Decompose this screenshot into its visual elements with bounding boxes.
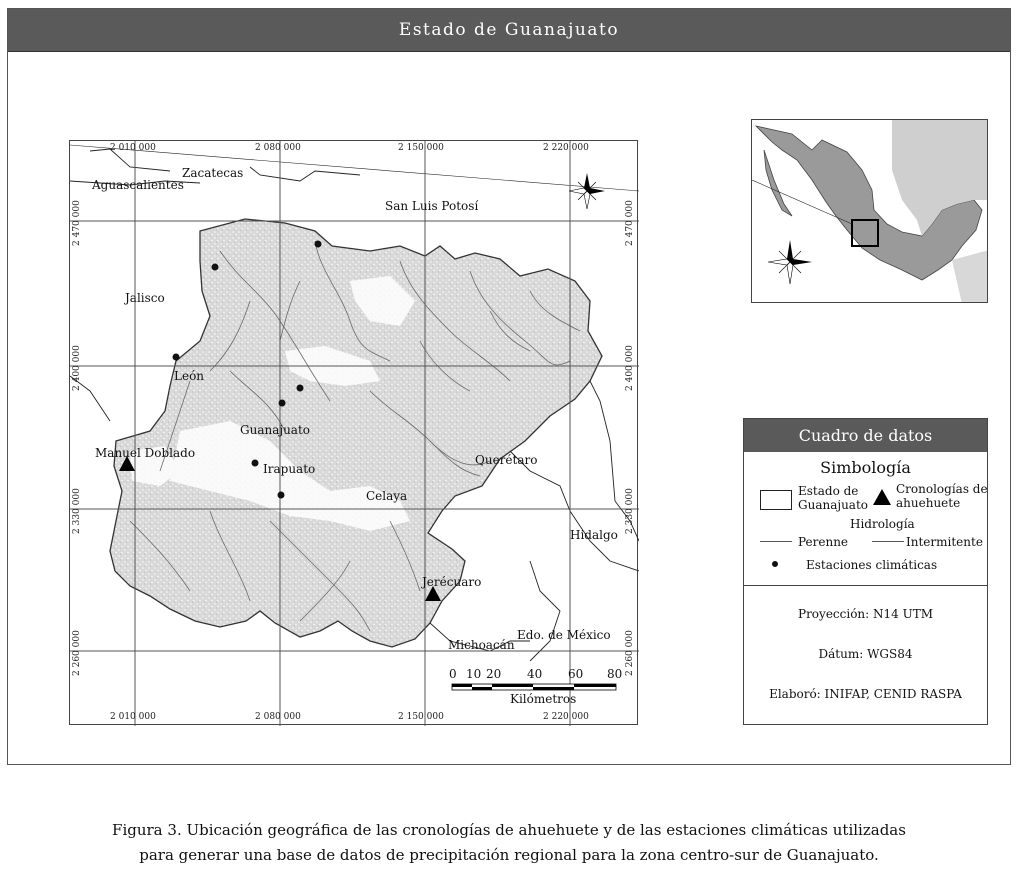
left-coord-2: 2 400 000 bbox=[72, 345, 82, 391]
right-coord-3: 2 330 000 bbox=[625, 488, 635, 534]
legend-title: Simbología bbox=[820, 458, 911, 477]
top-coord-2: 2 080 000 bbox=[255, 143, 301, 153]
baja-california-shape bbox=[764, 150, 792, 216]
bottom-coord-3: 2 150 000 bbox=[398, 712, 444, 722]
station-3 bbox=[173, 354, 180, 361]
bottom-coord-4: 2 220 000 bbox=[543, 712, 589, 722]
label-leon: León bbox=[174, 369, 205, 383]
right-coord-4: 2 260 000 bbox=[625, 630, 635, 676]
legend-state-label: Estado de Guanajuato bbox=[798, 484, 869, 513]
top-coord-3: 2 150 000 bbox=[398, 143, 444, 153]
scale-tick-10: 10 bbox=[466, 667, 482, 681]
scale-tick-60: 60 bbox=[568, 667, 584, 681]
legend-intermitente-label: Intermitente bbox=[906, 535, 983, 549]
data-box bbox=[743, 418, 988, 725]
caption-line-1: Figura 3. Ubicación geográfica de las cronologías de ahuehuete y de las estaciones climáticas utilizadas bbox=[112, 821, 906, 839]
inset-map-graphic bbox=[752, 120, 988, 303]
data-box-title: Cuadro de datos bbox=[798, 426, 933, 445]
label-celaya: Celaya bbox=[366, 489, 408, 503]
main-map bbox=[69, 140, 638, 725]
figure-caption bbox=[0, 818, 1018, 868]
label-hidalgo: Hidalgo bbox=[570, 528, 618, 542]
station-2 bbox=[212, 264, 219, 271]
scale-tick-0: 0 bbox=[449, 667, 457, 681]
station-5 bbox=[279, 400, 286, 407]
scale-tick-20: 20 bbox=[486, 667, 502, 681]
legend-station-label: Estaciones climáticas bbox=[806, 558, 938, 572]
scale-tick-40: 40 bbox=[527, 667, 543, 681]
data-box-header bbox=[744, 419, 987, 452]
label-san-luis-potosi: San Luis Potosí bbox=[385, 199, 479, 213]
legend-chronology-icon bbox=[872, 488, 892, 506]
station-1 bbox=[315, 241, 322, 248]
author-text: Elaboró: INIFAP, CENID RASPA bbox=[769, 687, 962, 701]
legend-chronology-label: Cronologías de ahuehuete bbox=[896, 482, 988, 511]
inset-map-mexico bbox=[751, 119, 988, 303]
top-coord-4: 2 220 000 bbox=[543, 143, 589, 153]
left-coord-4: 2 260 000 bbox=[72, 630, 82, 676]
label-jalisco: Jalisco bbox=[125, 291, 165, 305]
label-queretaro: Querétaro bbox=[475, 453, 538, 467]
scale-tick-80: 80 bbox=[607, 667, 623, 681]
legend-perenne-line bbox=[760, 541, 792, 542]
compass-rose-inset bbox=[768, 240, 812, 284]
right-coord-2: 2 400 000 bbox=[625, 345, 635, 391]
central-america-area bbox=[952, 250, 988, 303]
caption-line-2: para generar una base de datos de precipitación regional para la zona centro-sur de Guanajuato. bbox=[139, 846, 879, 864]
legend-intermitente-line bbox=[872, 541, 904, 542]
label-michoacan: Michoacán bbox=[448, 638, 515, 652]
map-title-bar bbox=[8, 9, 1010, 52]
scale-unit: Kilómetros bbox=[510, 692, 577, 706]
bottom-coord-2: 2 080 000 bbox=[255, 712, 301, 722]
legend bbox=[744, 452, 987, 586]
projection-text: Proyección: N14 UTM bbox=[798, 607, 933, 621]
left-coord-1: 2 470 000 bbox=[72, 200, 82, 246]
legend-state-swatch bbox=[760, 490, 792, 510]
right-coord-1: 2 470 000 bbox=[625, 200, 635, 246]
top-coord-1: 2 010 000 bbox=[110, 143, 156, 153]
label-aguascalientes: Aguascalientes bbox=[92, 178, 184, 192]
label-guanajuato: Guanajuato bbox=[240, 423, 311, 437]
bottom-coord-1: 2 010 000 bbox=[110, 712, 156, 722]
compass-rose-main bbox=[569, 173, 605, 209]
map-title: Estado de Guanajuato bbox=[398, 20, 620, 40]
legend-perenne-label: Perenne bbox=[798, 535, 849, 549]
station-4 bbox=[297, 385, 304, 392]
station-6 bbox=[252, 460, 259, 467]
datum-text: Dátum: WGS84 bbox=[818, 647, 913, 661]
legend-station-icon bbox=[772, 561, 778, 567]
scale-bar bbox=[452, 684, 616, 690]
left-coord-3: 2 330 000 bbox=[72, 488, 82, 534]
label-manuel-doblado: Manuel Doblado bbox=[95, 446, 196, 460]
label-irapuato: Irapuato bbox=[263, 462, 316, 476]
label-jerecuaro: Jerécuaro bbox=[422, 575, 482, 589]
station-7 bbox=[278, 492, 285, 499]
label-edo-mexico: Edo. de México bbox=[517, 628, 611, 642]
legend-hydrology-label: Hidrología bbox=[850, 517, 915, 531]
label-zacatecas: Zacatecas bbox=[182, 166, 244, 180]
